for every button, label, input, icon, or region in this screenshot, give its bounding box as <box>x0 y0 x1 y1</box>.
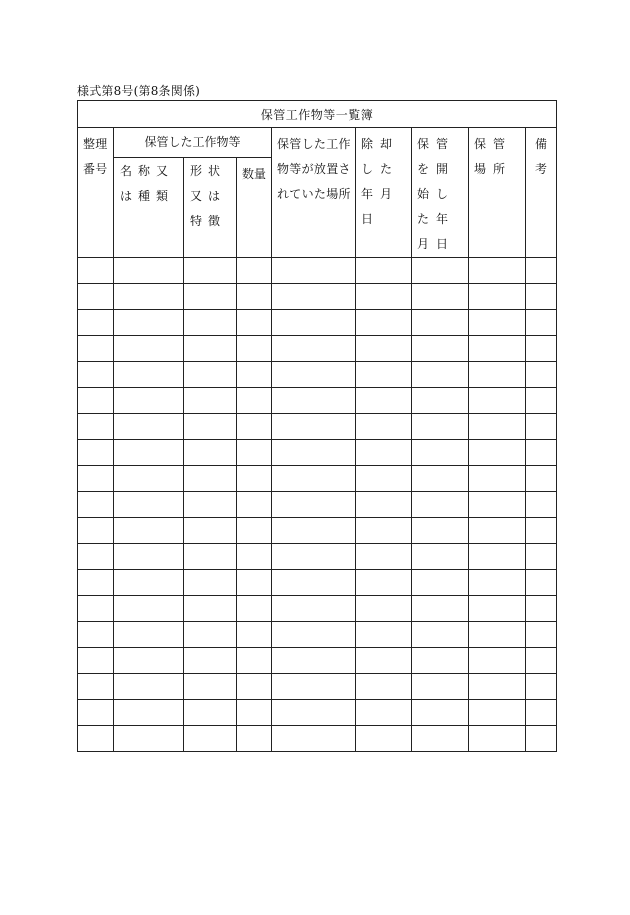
table-cell[interactable] <box>469 674 526 700</box>
table-cell[interactable] <box>114 596 184 622</box>
table-cell[interactable] <box>272 544 356 570</box>
header-removal-date: 除却した年月日 <box>356 128 412 258</box>
table-cell[interactable] <box>237 622 272 648</box>
table-cell[interactable] <box>184 622 237 648</box>
table-cell[interactable] <box>237 466 272 492</box>
table-cell[interactable] <box>78 284 114 310</box>
table-cell[interactable] <box>412 284 469 310</box>
table-cell[interactable] <box>114 310 184 336</box>
stored-items-register-table <box>77 100 557 752</box>
table-cell[interactable] <box>78 648 114 674</box>
table-cell[interactable] <box>114 466 184 492</box>
table-cell[interactable] <box>78 388 114 414</box>
table-row <box>78 700 557 726</box>
table-cell[interactable] <box>184 570 237 596</box>
table-cell[interactable] <box>184 440 237 466</box>
table-cell[interactable] <box>356 674 412 700</box>
table-row <box>78 596 557 622</box>
table-cell[interactable] <box>78 466 114 492</box>
table-cell[interactable] <box>237 362 272 388</box>
table-cell[interactable] <box>114 258 184 284</box>
table-cell[interactable] <box>184 544 237 570</box>
table-cell[interactable] <box>412 648 469 674</box>
table-cell[interactable] <box>412 466 469 492</box>
table-cell[interactable] <box>356 570 412 596</box>
table-cell[interactable] <box>184 466 237 492</box>
table-cell[interactable] <box>184 258 237 284</box>
table-cell[interactable] <box>237 518 272 544</box>
table-cell[interactable] <box>114 700 184 726</box>
table-cell[interactable] <box>184 492 237 518</box>
table-cell[interactable] <box>469 570 526 596</box>
table-cell[interactable] <box>356 362 412 388</box>
table-cell[interactable] <box>412 544 469 570</box>
table-cell[interactable] <box>114 674 184 700</box>
table-cell[interactable] <box>272 258 356 284</box>
table-cell[interactable] <box>237 440 272 466</box>
table-cell[interactable] <box>78 440 114 466</box>
table-cell[interactable] <box>356 258 412 284</box>
table-cell[interactable] <box>356 700 412 726</box>
table-cell[interactable] <box>469 258 526 284</box>
table-cell[interactable] <box>237 310 272 336</box>
table-cell[interactable] <box>412 492 469 518</box>
table-cell[interactable] <box>272 518 356 544</box>
table-row <box>78 492 557 518</box>
table-cell[interactable] <box>272 388 356 414</box>
table-cell[interactable] <box>114 362 184 388</box>
table-cell[interactable] <box>412 570 469 596</box>
table-cell[interactable] <box>469 284 526 310</box>
header-remarks <box>526 128 557 258</box>
table-row <box>78 284 557 310</box>
table-cell[interactable] <box>526 440 557 466</box>
table-row <box>78 726 557 752</box>
table-cell[interactable] <box>469 336 526 362</box>
table-cell[interactable] <box>356 336 412 362</box>
table-cell[interactable] <box>469 518 526 544</box>
table-cell[interactable] <box>237 570 272 596</box>
table-cell[interactable] <box>469 440 526 466</box>
table-cell[interactable] <box>469 648 526 674</box>
table-cell[interactable] <box>184 388 237 414</box>
table-cell[interactable] <box>237 388 272 414</box>
table-cell[interactable] <box>356 596 412 622</box>
table-cell[interactable] <box>184 414 237 440</box>
table-row <box>78 310 557 336</box>
table-cell[interactable] <box>114 726 184 752</box>
table-cell[interactable] <box>356 726 412 752</box>
table-cell[interactable] <box>78 570 114 596</box>
table-cell[interactable] <box>412 414 469 440</box>
table-cell[interactable] <box>356 466 412 492</box>
table-cell[interactable] <box>272 596 356 622</box>
table-cell[interactable] <box>272 648 356 674</box>
table-row <box>78 674 557 700</box>
table-cell[interactable] <box>114 570 184 596</box>
table-cell[interactable] <box>526 492 557 518</box>
table-row <box>78 466 557 492</box>
table-cell[interactable] <box>356 544 412 570</box>
table-cell[interactable] <box>272 674 356 700</box>
table-cell[interactable] <box>526 310 557 336</box>
table-cell[interactable] <box>356 648 412 674</box>
table-cell[interactable] <box>237 674 272 700</box>
table-cell[interactable] <box>272 466 356 492</box>
table-cell[interactable] <box>184 648 237 674</box>
table-cell[interactable] <box>78 700 114 726</box>
table-cell[interactable] <box>412 726 469 752</box>
table-cell[interactable] <box>184 336 237 362</box>
table-cell[interactable] <box>469 362 526 388</box>
table-cell[interactable] <box>526 570 557 596</box>
table-cell[interactable] <box>237 258 272 284</box>
table-cell[interactable] <box>412 674 469 700</box>
table-cell[interactable] <box>78 544 114 570</box>
table-cell[interactable] <box>526 518 557 544</box>
table-cell[interactable] <box>78 596 114 622</box>
table-cell[interactable] <box>469 726 526 752</box>
table-cell[interactable] <box>114 492 184 518</box>
table-cell[interactable] <box>272 336 356 362</box>
table-cell[interactable] <box>272 362 356 388</box>
table-cell[interactable] <box>526 362 557 388</box>
table-cell[interactable] <box>412 596 469 622</box>
table-cell[interactable] <box>469 466 526 492</box>
table-cell[interactable] <box>469 544 526 570</box>
table-cell[interactable] <box>237 544 272 570</box>
header-quantity: 数量 <box>237 157 272 257</box>
table-cell[interactable] <box>526 700 557 726</box>
table-cell[interactable] <box>412 622 469 648</box>
table-cell[interactable] <box>526 388 557 414</box>
header-storage-location: 保管場所 <box>469 128 526 258</box>
header-name-or-type: 名称又は種類 <box>114 157 184 257</box>
table-cell[interactable] <box>78 414 114 440</box>
table-cell[interactable] <box>412 518 469 544</box>
table-cell[interactable] <box>469 622 526 648</box>
table-row <box>78 648 557 674</box>
table-cell[interactable] <box>526 336 557 362</box>
table-cell[interactable] <box>114 622 184 648</box>
table-cell[interactable] <box>356 518 412 544</box>
table-cell[interactable] <box>356 414 412 440</box>
table-row <box>78 388 557 414</box>
table-cell[interactable] <box>526 596 557 622</box>
table-cell[interactable] <box>526 258 557 284</box>
table-cell[interactable] <box>272 492 356 518</box>
table-row <box>78 258 557 284</box>
table-row <box>78 544 557 570</box>
header-shape-or-features: 形状又は特徴 <box>184 157 237 257</box>
table-row <box>78 622 557 648</box>
table-cell[interactable] <box>469 492 526 518</box>
table-cell[interactable] <box>412 362 469 388</box>
table-cell[interactable] <box>78 336 114 362</box>
table-cell[interactable] <box>526 466 557 492</box>
table-cell[interactable] <box>526 544 557 570</box>
table-cell[interactable] <box>237 414 272 440</box>
table-cell[interactable] <box>237 648 272 674</box>
table-row <box>78 414 557 440</box>
header-number: 整理番号 <box>78 128 114 258</box>
table-cell[interactable] <box>114 648 184 674</box>
table-cell[interactable] <box>412 388 469 414</box>
table-cell[interactable] <box>412 700 469 726</box>
table-row <box>78 570 557 596</box>
table-cell[interactable] <box>526 726 557 752</box>
table-cell[interactable] <box>78 674 114 700</box>
table-cell[interactable] <box>237 284 272 310</box>
table-cell[interactable] <box>184 518 237 544</box>
header-storage-start-date: 保管を開始した年月日 <box>412 128 469 258</box>
table-cell[interactable] <box>272 414 356 440</box>
table-cell[interactable] <box>114 388 184 414</box>
table-cell[interactable] <box>184 362 237 388</box>
table-cell[interactable] <box>114 284 184 310</box>
table-cell[interactable] <box>526 648 557 674</box>
table-cell[interactable] <box>114 544 184 570</box>
table-cell[interactable] <box>78 258 114 284</box>
table-cell[interactable] <box>356 440 412 466</box>
table-cell[interactable] <box>526 284 557 310</box>
table-cell[interactable] <box>356 622 412 648</box>
table-cell[interactable] <box>356 388 412 414</box>
table-cell[interactable] <box>272 284 356 310</box>
register-title: 保管工作物等一覧簿 <box>78 101 557 128</box>
table-cell[interactable] <box>526 414 557 440</box>
table-cell[interactable] <box>78 622 114 648</box>
table-row <box>78 440 557 466</box>
table-cell[interactable] <box>184 700 237 726</box>
table-cell[interactable] <box>184 596 237 622</box>
table-cell[interactable] <box>114 336 184 362</box>
table-cell[interactable] <box>272 440 356 466</box>
table-cell[interactable] <box>114 518 184 544</box>
table-cell[interactable] <box>237 336 272 362</box>
form-number-label: 様式第8号(第8条関係) <box>77 84 201 98</box>
header-placement-location: 保管した工作物等が放置されていた場所 <box>272 128 356 258</box>
table-cell[interactable] <box>469 388 526 414</box>
header-stored-items-group: 保管した工作物等 <box>114 128 272 158</box>
table-cell[interactable] <box>356 310 412 336</box>
table-cell[interactable] <box>356 284 412 310</box>
table-cell[interactable] <box>78 310 114 336</box>
table-cell[interactable] <box>114 440 184 466</box>
table-cell[interactable] <box>237 726 272 752</box>
table-cell[interactable] <box>114 414 184 440</box>
table-cell[interactable] <box>356 492 412 518</box>
table-row <box>78 362 557 388</box>
table-cell[interactable] <box>184 310 237 336</box>
table-cell[interactable] <box>272 726 356 752</box>
header-remarks-text: 備考 <box>535 137 548 176</box>
table-cell[interactable] <box>526 622 557 648</box>
table-cell[interactable] <box>184 726 237 752</box>
table-cell[interactable] <box>412 440 469 466</box>
table-cell[interactable] <box>272 700 356 726</box>
table-cell[interactable] <box>412 336 469 362</box>
table-cell[interactable] <box>237 700 272 726</box>
table-cell[interactable] <box>526 674 557 700</box>
table-cell[interactable] <box>469 700 526 726</box>
table-cell[interactable] <box>78 518 114 544</box>
table-cell[interactable] <box>237 596 272 622</box>
table-cell[interactable] <box>469 414 526 440</box>
table-cell[interactable] <box>469 596 526 622</box>
table-row <box>78 336 557 362</box>
table-cell[interactable] <box>469 310 526 336</box>
table-cell[interactable] <box>184 284 237 310</box>
table-cell[interactable] <box>78 362 114 388</box>
table-cell[interactable] <box>78 726 114 752</box>
table-cell[interactable] <box>272 622 356 648</box>
table-cell[interactable] <box>272 570 356 596</box>
table-cell[interactable] <box>412 258 469 284</box>
table-cell[interactable] <box>412 310 469 336</box>
table-row <box>78 518 557 544</box>
table-cell[interactable] <box>272 310 356 336</box>
table-cell[interactable] <box>184 674 237 700</box>
table-cell[interactable] <box>237 492 272 518</box>
table-cell[interactable] <box>78 492 114 518</box>
